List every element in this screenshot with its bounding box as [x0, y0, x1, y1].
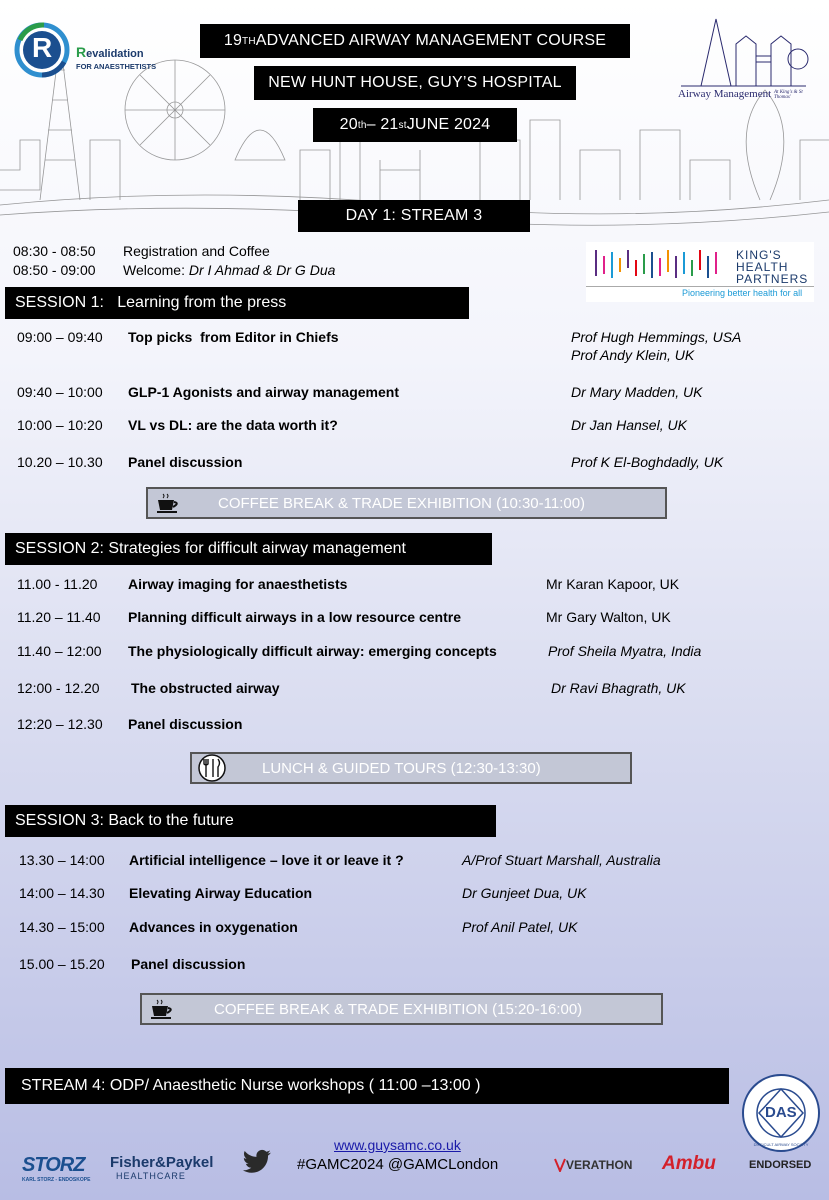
coffee-cup-icon [148, 489, 188, 517]
revalidation-subtext: FOR ANAESTHETISTS [76, 62, 157, 71]
airway-logo-text: Airway Management [678, 88, 772, 100]
s3-speaker-3: Prof Anil Patel, UK [462, 919, 578, 935]
s1-speaker-2: Dr Mary Madden, UK [571, 384, 703, 400]
stream-4-bar [5, 1068, 729, 1104]
website-link[interactable]: www.guysamc.co.uk [334, 1137, 461, 1153]
course-number: 19 [223, 32, 243, 49]
stream-4-text: STREAM 4: ODP/ Anaesthetic Nurse workshops ( 11:00 –13:00 ) [21, 1077, 481, 1094]
s1-speaker-3: Dr Jan Hansel, UK [571, 417, 687, 433]
venue-text: NEW HUNT HOUSE, GUY’S HOSPITAL [268, 74, 562, 91]
s2-time-3: 11.40 – 12:00 [17, 643, 102, 659]
coffee-break-1-text: COFFEE BREAK & TRADE EXHIBITION (10:30-11:00) [218, 494, 586, 512]
date-month: JUNE 2024 [406, 116, 491, 133]
coffee-cup-icon [142, 995, 182, 1023]
s1-time-1: 09:00 – 09:40 [17, 329, 103, 345]
s1-talk-1: Top picks from Editor in Chiefs [128, 329, 339, 345]
airway-management-logo [676, 14, 811, 104]
khp-line3: PARTNERS [736, 272, 809, 286]
fisher-paykel-logo [110, 1154, 213, 1181]
das-logo [740, 1072, 822, 1154]
session-3-title: SESSION 3: Back to the future [15, 812, 234, 829]
verathon-logo [554, 1158, 632, 1172]
s3-time-1: 13.30 – 14:00 [19, 852, 105, 868]
s3-time-3: 14.30 – 15:00 [19, 919, 105, 935]
storz-subtext: KARL STORZ - ENDOSKOPE [22, 1177, 91, 1183]
intro-label-1: Registration and Coffee [123, 243, 270, 259]
s2-speaker-4: Dr Ravi Bhagrath, UK [551, 680, 686, 696]
date-day2: – 21 [366, 116, 399, 133]
session-2-title: SESSION 2: Strategies for difficult airway management [15, 540, 406, 557]
date-day1-suffix: th [357, 119, 367, 131]
lunch-break [190, 752, 632, 784]
s2-speaker-3: Prof Sheila Myatra, India [548, 643, 702, 659]
s2-talk-4: The obstructed airway [131, 680, 280, 696]
s1-time-4: 10.20 – 10.30 [17, 454, 103, 470]
s3-time-4: 15.00 – 15.20 [19, 956, 105, 972]
session-1-title: SESSION 1: Learning from the press [15, 294, 287, 311]
intro-time-1: 08:30 - 08:50 [13, 243, 96, 259]
course-title: ADVANCED AIRWAY MANAGEMENT COURSE [255, 32, 607, 49]
intro-names: Dr I Ahmad & Dr G Dua [188, 262, 336, 278]
lunch-break-text: LUNCH & GUIDED TOURS (12:30-13:30) [262, 759, 541, 777]
s2-talk-3: The physiologically difficult airway: emerging concepts [128, 643, 497, 659]
fisher-paykel-wordmark: Fisher&Paykel [110, 1154, 214, 1171]
session-2-header [5, 533, 492, 565]
das-letters: DAS [765, 1104, 797, 1121]
s3-speaker-1: A/Prof Stuart Marshall, Australia [462, 852, 661, 868]
s2-talk-5: Panel discussion [128, 716, 243, 732]
khp-line1: KING'S [736, 248, 782, 262]
coffee-break-1 [146, 487, 667, 519]
s1-talk-2: GLP-1 Agonists and airway management [128, 384, 399, 400]
kings-health-partners-logo [586, 242, 814, 302]
twitter-icon[interactable] [242, 1149, 272, 1175]
revalidation-logo [14, 22, 164, 78]
s1-talk-4: Panel discussion [128, 454, 243, 470]
course-title-bar [200, 24, 630, 58]
hashtag-text: #GAMC2024 @GAMCLondon [297, 1156, 499, 1173]
s2-talk-2: Planning difficult airways in a low resource centre [128, 609, 461, 625]
venue-bar [254, 66, 576, 100]
intro-welcome [123, 262, 335, 278]
airway-logo-subtext: At King's & St Thomas' [774, 90, 803, 100]
endorsed-label: ENDORSED [749, 1159, 812, 1171]
storz-wordmark: STORZ [22, 1154, 85, 1176]
s1-speaker-1b: Prof Andy Klein, UK [571, 347, 695, 363]
session-3-header [5, 805, 496, 837]
s3-time-2: 14:00 – 14.30 [19, 885, 105, 901]
s1-speaker-4: Prof K El-Boghdadly, UK [571, 454, 724, 470]
s2-speaker-1: Mr Karan Kapoor, UK [546, 576, 680, 592]
course-number-suffix: TH [242, 35, 256, 47]
khp-line2: HEALTH [736, 260, 789, 274]
intro-time-2: 08:50 - 09:00 [13, 262, 96, 278]
s3-talk-1: Artificial intelligence – love it or leave it ? [129, 852, 404, 868]
s3-talk-3: Advances in oxygenation [129, 919, 298, 935]
intro-label-2: Welcome: [123, 262, 189, 278]
s3-speaker-2: Dr Gunjeet Dua, UK [462, 885, 587, 901]
day-stream-text: DAY 1: STREAM 3 [345, 207, 483, 224]
coffee-break-2-text: COFFEE BREAK & TRADE EXHIBITION (15:20-16:00) [214, 1000, 583, 1018]
s2-time-2: 11.20 – 11.40 [17, 609, 101, 625]
das-ring-text: DIFFICULT AIRWAY SOCIETY [753, 1142, 809, 1147]
date-bar [313, 108, 517, 142]
ambu-logo: Ambu [662, 1153, 716, 1174]
s1-time-2: 09:40 – 10:00 [17, 384, 103, 400]
verathon-v-icon [554, 1158, 566, 1172]
coffee-break-2 [140, 993, 663, 1025]
revalidation-text: Revalidation [76, 44, 144, 60]
s2-talk-1: Airway imaging for anaesthetists [128, 576, 348, 592]
date-day1: 20 [339, 116, 358, 133]
s1-talk-3: VL vs DL: are the data worth it? [128, 417, 338, 433]
khp-barcode-icon [590, 246, 730, 282]
verathon-wordmark: VERATHON [566, 1158, 633, 1172]
plate-cutlery-icon [192, 754, 232, 782]
storz-logo [22, 1154, 90, 1183]
s1-speaker-1: Prof Hugh Hemmings, USA [571, 329, 742, 345]
session-1-header [5, 287, 469, 319]
s3-talk-2: Elevating Airway Education [129, 885, 313, 901]
date-day2-suffix: st [398, 119, 407, 131]
fisher-paykel-subtext: HEALTHCARE [116, 1171, 186, 1181]
day-stream-bar [298, 200, 530, 232]
s2-time-5: 12:20 – 12.30 [17, 716, 103, 732]
s2-speaker-2: Mr Gary Walton, UK [546, 609, 671, 625]
s2-time-4: 12:00 - 12.20 [17, 680, 100, 696]
khp-tagline: Pioneering better health for all [682, 288, 803, 298]
revalidation-r-letter: R [32, 32, 53, 63]
s2-time-1: 11.00 - 11.20 [17, 576, 98, 592]
s3-talk-4: Panel discussion [131, 956, 246, 972]
s1-time-3: 10:00 – 10:20 [17, 417, 103, 433]
